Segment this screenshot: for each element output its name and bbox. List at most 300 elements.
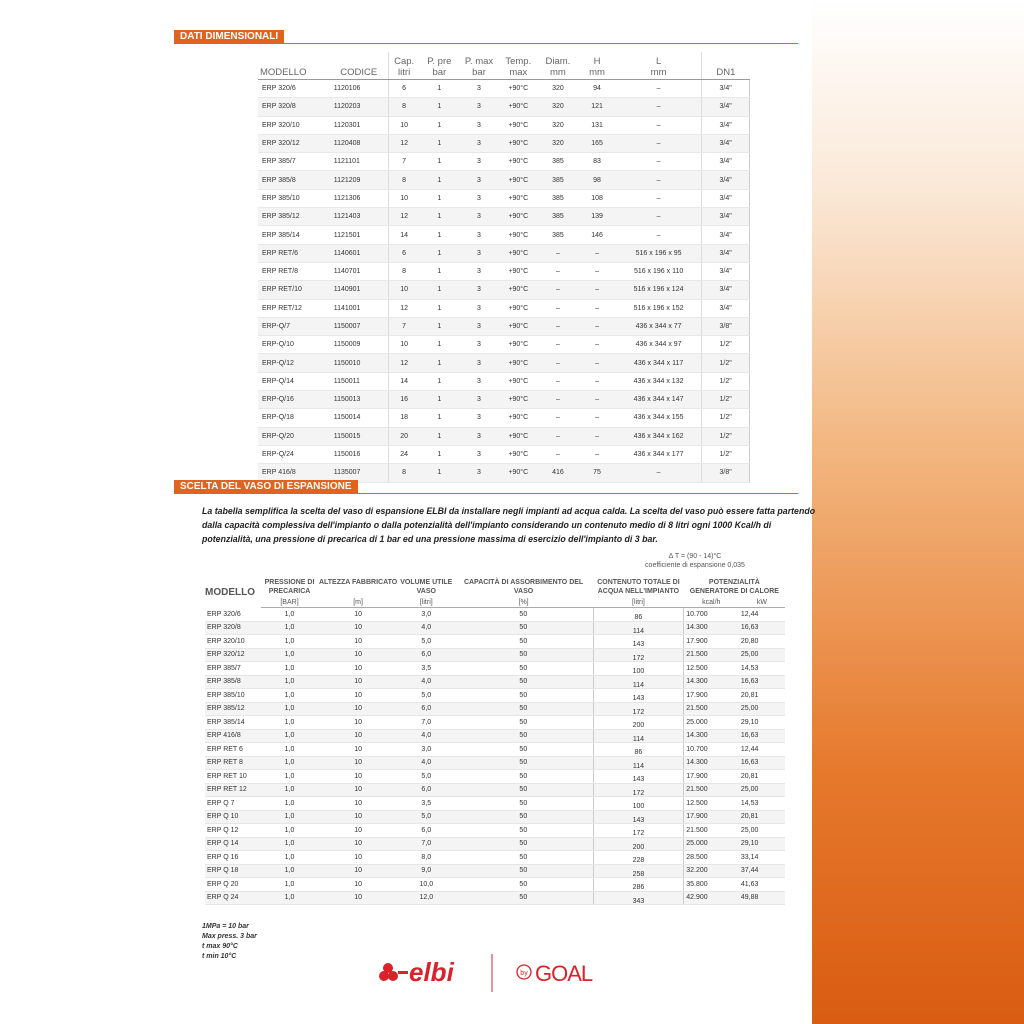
table-row (205, 824, 785, 838)
table-cell: 1 (420, 226, 459, 244)
table-cell (593, 608, 684, 622)
table-cell: 16 (388, 391, 419, 409)
table-cell: 3 (459, 372, 499, 390)
table-cell: 1,0 (261, 878, 317, 892)
expansion-vessel-selection-table (205, 578, 785, 905)
table-cell: 50 (454, 878, 593, 892)
table-cell: 10 (318, 756, 399, 770)
table-cell: 1150016 (330, 445, 388, 463)
col-header-capacita: CAPACITÀ DI ASSORBIMENTO DEL VASO (463, 579, 584, 595)
table-cell: 8 (388, 262, 419, 280)
table-cell: +90°C (499, 281, 538, 299)
table-cell: ERP Q 16 (205, 851, 261, 865)
table-row (258, 262, 750, 280)
table-cell: 3 (459, 262, 499, 280)
table-cell: 32.200 (684, 864, 739, 878)
table-row (258, 134, 750, 152)
table-cell: 14 (388, 372, 419, 390)
col-header: Cap. litri (388, 52, 419, 80)
table-cell: 6,0 (399, 702, 454, 716)
table-row (205, 729, 785, 743)
table-cell: 50 (454, 743, 593, 757)
table-cell: – (578, 317, 616, 335)
table-cell: – (578, 427, 616, 445)
table-cell: 436 x 344 x 77 (616, 317, 702, 335)
table-cell: 29,10 (739, 716, 785, 730)
table-cell: 25,00 (739, 824, 785, 838)
contenuto-value: 228 (632, 857, 645, 864)
table-cell: +90°C (499, 336, 538, 354)
table-cell: 1120203 (330, 98, 388, 116)
table-cell: 75 (578, 464, 616, 482)
table-cell: 3/8" (702, 464, 750, 482)
table-cell: 3 (459, 409, 499, 427)
table-cell: 3 (459, 427, 499, 445)
table-cell: – (578, 281, 616, 299)
decorative-gradient-bar (812, 0, 1024, 1024)
table-cell: +90°C (499, 134, 538, 152)
table-cell: – (616, 116, 702, 134)
table-cell (593, 824, 684, 838)
table-cell: +90°C (499, 409, 538, 427)
col-header-modello: MODELLO (205, 587, 255, 599)
dimensional-data-table (258, 52, 750, 483)
table-cell: 1 (420, 372, 459, 390)
table-cell: +90°C (499, 153, 538, 171)
table-cell: 416 (538, 464, 578, 482)
table-cell: 20,81 (739, 770, 785, 784)
col-header: H mm (578, 52, 616, 80)
table-cell: 385 (538, 226, 578, 244)
contenuto-value: 143 (632, 641, 645, 648)
table-cell: 10 (318, 743, 399, 757)
table-cell: ERP 385/7 (258, 153, 330, 171)
table-cell: 1 (420, 317, 459, 335)
elbi-wordmark: elbi (409, 957, 454, 987)
table-cell (593, 770, 684, 784)
table-cell: 17.900 (684, 689, 739, 703)
table-cell: 14,53 (739, 662, 785, 676)
table-cell: 50 (454, 648, 593, 662)
table-cell: +90°C (499, 427, 538, 445)
table-cell: 436 x 344 x 162 (616, 427, 702, 445)
table-cell: 385 (538, 153, 578, 171)
table-cell: 6,0 (399, 783, 454, 797)
table-cell: 50 (454, 729, 593, 743)
table-cell: ERP 416/8 (205, 729, 261, 743)
table-cell: 17.900 (684, 770, 739, 784)
table-cell: 1140901 (330, 281, 388, 299)
table-cell: 1/2" (702, 336, 750, 354)
table-cell: 10 (318, 864, 399, 878)
table-row (205, 621, 785, 635)
table-cell: 21.500 (684, 648, 739, 662)
table-cell: 3 (459, 281, 499, 299)
table-row (205, 756, 785, 770)
table-cell: 1,0 (261, 729, 317, 743)
table-cell: ERP-Q/16 (258, 391, 330, 409)
section-divider (174, 43, 798, 44)
table-cell: 10 (318, 891, 399, 905)
table-cell: 3 (459, 189, 499, 207)
table-cell: 1 (420, 116, 459, 134)
table-cell: +90°C (499, 445, 538, 463)
table-cell: 20,80 (739, 635, 785, 649)
table-cell: 1/2" (702, 372, 750, 390)
note-line: t max 90°C (202, 943, 238, 950)
table-cell: 3,0 (399, 743, 454, 757)
table-cell: 1,0 (261, 851, 317, 865)
table-cell: 50 (454, 662, 593, 676)
contenuto-value: 200 (632, 843, 645, 851)
table-row (258, 189, 750, 207)
table-cell: 1,0 (261, 824, 317, 838)
table-cell: 1 (420, 464, 459, 482)
contenuto-value: 286 (632, 884, 645, 891)
table-cell (593, 783, 684, 797)
table-row (258, 244, 750, 262)
table-cell: ERP-Q/14 (258, 372, 330, 390)
table-cell: 25,00 (739, 702, 785, 716)
table-cell: 7,0 (399, 837, 454, 851)
table-cell: 12,44 (739, 608, 785, 622)
table-cell: ERP Q 7 (205, 797, 261, 811)
table-cell: ERP-Q/24 (258, 445, 330, 463)
table-cell: 121 (578, 98, 616, 116)
table-cell: 10 (318, 770, 399, 784)
table-cell: 1 (420, 262, 459, 280)
table-cell: 5,0 (399, 810, 454, 824)
table-cell: 4,0 (399, 675, 454, 689)
table-cell: 1,0 (261, 648, 317, 662)
table-cell: ERP 385/12 (258, 208, 330, 226)
col-header: DN1 (702, 52, 750, 80)
table-row (258, 98, 750, 116)
table-cell: 1150015 (330, 427, 388, 445)
table-cell: 3 (459, 299, 499, 317)
table-cell: ERP 320/12 (258, 134, 330, 152)
table-cell: 1120106 (330, 80, 388, 98)
table-row (258, 153, 750, 171)
col-header-altezza: ALTEZZA FABBRICATO (318, 579, 398, 586)
table-cell: 10 (318, 878, 399, 892)
table-cell: 50 (454, 675, 593, 689)
table-cell: 3/4" (702, 208, 750, 226)
table-cell: 3,5 (399, 662, 454, 676)
table-cell: 50 (454, 837, 593, 851)
table-cell (593, 621, 684, 635)
note-line: t min 10°C (202, 953, 237, 960)
table-cell: 1121501 (330, 226, 388, 244)
table-cell: 1150011 (330, 372, 388, 390)
table-cell: 1 (420, 281, 459, 299)
table-cell: 3 (459, 445, 499, 463)
table-cell: 24 (388, 445, 419, 463)
contenuto-value: 143 (632, 776, 645, 783)
table-cell: 6,0 (399, 824, 454, 838)
table-cell: 41,63 (739, 878, 785, 892)
table-cell: 1,0 (261, 810, 317, 824)
table-cell: 3/4" (702, 80, 750, 98)
table-cell: 8 (388, 171, 419, 189)
expansion-coefficient: coefficiente di espansione 0,035 (645, 562, 745, 569)
table-cell: 1150007 (330, 317, 388, 335)
contenuto-value: 143 (632, 695, 645, 702)
table-cell: +90°C (499, 317, 538, 335)
table-cell: 94 (578, 80, 616, 98)
table-cell: 5,0 (399, 689, 454, 703)
table-cell: 50 (454, 716, 593, 730)
contenuto-value: 114 (632, 762, 645, 770)
unit-kcal: kcal/h (684, 596, 739, 608)
table-cell: 5,0 (399, 635, 454, 649)
table-cell: 29,10 (739, 837, 785, 851)
table-cell: 25,00 (739, 648, 785, 662)
table-cell: 50 (454, 702, 593, 716)
table-cell: ERP 385/14 (205, 716, 261, 730)
table-cell: 10 (318, 810, 399, 824)
table-cell: 10 (318, 837, 399, 851)
table-cell: 3 (459, 98, 499, 116)
table-cell: 3 (459, 336, 499, 354)
table-cell: ERP RET 12 (205, 783, 261, 797)
col-header-pressione: PRESSIONE DI PRECARICA (264, 579, 315, 595)
table-cell: 320 (538, 80, 578, 98)
contenuto-value: 114 (632, 681, 645, 689)
table-row (205, 770, 785, 784)
table-cell: 33,14 (739, 851, 785, 865)
table-cell: 516 x 196 x 152 (616, 299, 702, 317)
table-cell: 131 (578, 116, 616, 134)
table-cell: 14.300 (684, 675, 739, 689)
table-cell: 3 (459, 244, 499, 262)
table-cell: 1,0 (261, 608, 317, 622)
table-cell: 3 (459, 208, 499, 226)
table-cell: 10 (318, 716, 399, 730)
table-cell: +90°C (499, 98, 538, 116)
table-cell: 25,00 (739, 783, 785, 797)
table-cell: +90°C (499, 244, 538, 262)
table-cell: 3/4" (702, 153, 750, 171)
table-cell: 4,0 (399, 729, 454, 743)
table-cell: 49,88 (739, 891, 785, 905)
table-cell: 10 (318, 729, 399, 743)
table-cell: ERP-Q/20 (258, 427, 330, 445)
col-header: P. max bar (459, 52, 499, 80)
contenuto-value: 86 (634, 614, 643, 621)
col-header-volume: VOLUME UTILE VASO (400, 579, 453, 595)
table-cell: – (578, 354, 616, 372)
table-cell: 516 x 196 x 95 (616, 244, 702, 262)
table-cell: 1,0 (261, 797, 317, 811)
table-cell: 1 (420, 336, 459, 354)
table-cell: 12 (388, 208, 419, 226)
table-cell: ERP 385/8 (205, 675, 261, 689)
table-cell: ERP 320/6 (205, 608, 261, 622)
table-cell: 1140601 (330, 244, 388, 262)
table-cell: ERP Q 18 (205, 864, 261, 878)
contenuto-value: 172 (632, 654, 645, 662)
table-cell: 18 (388, 409, 419, 427)
table-row (258, 427, 750, 445)
intro-paragraph: La tabella semplifica la scelta del vaso di espansione ELBI da installare negli impianti ad acqua calda. La scelta del vaso può essere fatta partendo dalla capacità complessiva dell'impianto o dalla potenzialità dell'impianto considerando un contenuto medio di 8 litri ogni 1000 Kcal/h di potenzialità, una pressione di precarica di 1 bar ed una pressione massima di esercizio dell'impianto di 3 bar. (202, 506, 816, 544)
table-cell: +90°C (499, 464, 538, 482)
table-cell: – (578, 299, 616, 317)
table-cell: 3/8" (702, 317, 750, 335)
table-cell: 17.900 (684, 810, 739, 824)
table-cell: 17.900 (684, 635, 739, 649)
table-cell: 50 (454, 797, 593, 811)
table-cell: 12,44 (739, 743, 785, 757)
table-cell: +90°C (499, 262, 538, 280)
table-cell: 10 (318, 608, 399, 622)
table-cell: 320 (538, 98, 578, 116)
table-cell: 12 (388, 299, 419, 317)
table-cell: 10 (318, 675, 399, 689)
table-cell: 1,0 (261, 770, 317, 784)
contenuto-value: 143 (632, 816, 645, 824)
table-cell: 385 (538, 189, 578, 207)
table-row (258, 208, 750, 226)
table-cell: – (538, 372, 578, 390)
table-cell: 3 (459, 171, 499, 189)
table-cell: 1120408 (330, 134, 388, 152)
table-cell: +90°C (499, 171, 538, 189)
table-cell: 50 (454, 621, 593, 635)
table-cell: 1121403 (330, 208, 388, 226)
table-cell: 3 (459, 134, 499, 152)
table-cell: 8,0 (399, 851, 454, 865)
col-header: L mm (616, 52, 702, 80)
table-cell: ERP Q 24 (205, 891, 261, 905)
table-cell: 3/4" (702, 171, 750, 189)
contenuto-value: 100 (632, 668, 645, 675)
table-cell: ERP 385/14 (258, 226, 330, 244)
table-cell: 1 (420, 354, 459, 372)
table-cell: – (538, 445, 578, 463)
table-cell: +90°C (499, 189, 538, 207)
table-cell: 6,0 (399, 648, 454, 662)
table-cell: 385 (538, 208, 578, 226)
table-cell: 1 (420, 299, 459, 317)
table-cell: 516 x 196 x 124 (616, 281, 702, 299)
table-cell: 37,44 (739, 864, 785, 878)
table-cell: 3 (459, 153, 499, 171)
table-cell: 12 (388, 134, 419, 152)
table-cell: 20,81 (739, 689, 785, 703)
contenuto-value: 114 (632, 735, 645, 743)
col-header: P. pre bar (420, 52, 459, 80)
table-row (205, 662, 785, 676)
table-cell: 1/2" (702, 445, 750, 463)
table-cell: 320 (538, 116, 578, 134)
table-cell: – (538, 262, 578, 280)
table-row (258, 116, 750, 134)
table-row (205, 648, 785, 662)
table-cell: ERP 320/10 (205, 635, 261, 649)
table-cell: ERP 320/8 (258, 98, 330, 116)
table-cell: – (616, 208, 702, 226)
table-cell: 1 (420, 153, 459, 171)
table-cell: – (616, 153, 702, 171)
table-cell: 10 (388, 116, 419, 134)
table-row (205, 864, 785, 878)
table-row (258, 317, 750, 335)
table-cell: 21.500 (684, 824, 739, 838)
table-cell: 1 (420, 80, 459, 98)
table-row (258, 445, 750, 463)
table-cell: – (538, 244, 578, 262)
table-cell: 1 (420, 427, 459, 445)
table-cell: 1 (420, 244, 459, 262)
table-cell: 14,53 (739, 797, 785, 811)
table-cell: 50 (454, 770, 593, 784)
unit-altezza: [m] (318, 596, 399, 608)
table-cell: 1,0 (261, 716, 317, 730)
table-cell: 12 (388, 354, 419, 372)
table-cell: – (578, 372, 616, 390)
col-header: MODELLO (258, 52, 330, 80)
table-cell: 8 (388, 98, 419, 116)
col-header-potenzialita: POTENZIALITÀ GENERATORE DI CALORE (689, 579, 779, 595)
table-row (258, 226, 750, 244)
section-divider (174, 493, 798, 494)
table-row (205, 608, 785, 622)
table-cell: 10 (318, 635, 399, 649)
table-cell: 10,0 (399, 878, 454, 892)
table-cell: 10 (388, 189, 419, 207)
table-cell: ERP-Q/10 (258, 336, 330, 354)
table-cell (593, 743, 684, 757)
table-cell (593, 878, 684, 892)
table-cell: 9,0 (399, 864, 454, 878)
table-cell: 10 (318, 662, 399, 676)
table-cell: 3/4" (702, 116, 750, 134)
table-cell: 10 (318, 648, 399, 662)
table-cell: – (578, 262, 616, 280)
table-cell (593, 729, 684, 743)
table-cell: ERP RET 10 (205, 770, 261, 784)
table-cell: 1/2" (702, 427, 750, 445)
table-row (258, 391, 750, 409)
table-cell: 50 (454, 689, 593, 703)
table-cell: 3 (459, 354, 499, 372)
table-cell: 3 (459, 317, 499, 335)
table-cell (593, 648, 684, 662)
table-row (258, 80, 750, 98)
table-cell: +90°C (499, 299, 538, 317)
table-row (205, 797, 785, 811)
table-row (258, 171, 750, 189)
table-cell: +90°C (499, 391, 538, 409)
table-cell: 28.500 (684, 851, 739, 865)
table-cell: 1/2" (702, 409, 750, 427)
table-row (258, 281, 750, 299)
table-cell: – (616, 98, 702, 116)
table-row (205, 675, 785, 689)
table-cell: ERP 385/7 (205, 662, 261, 676)
table-cell: 6 (388, 80, 419, 98)
table-cell: – (538, 299, 578, 317)
table-cell: 3/4" (702, 299, 750, 317)
table-cell: ERP RET/8 (258, 262, 330, 280)
contenuto-value: 100 (632, 803, 645, 810)
table-cell: 3/4" (702, 244, 750, 262)
table-cell: 4,0 (399, 756, 454, 770)
section-title-dati-dimensionali: DATI DIMENSIONALI (174, 30, 284, 44)
table-row (258, 299, 750, 317)
unit-pressione: [BAR] (261, 596, 317, 608)
